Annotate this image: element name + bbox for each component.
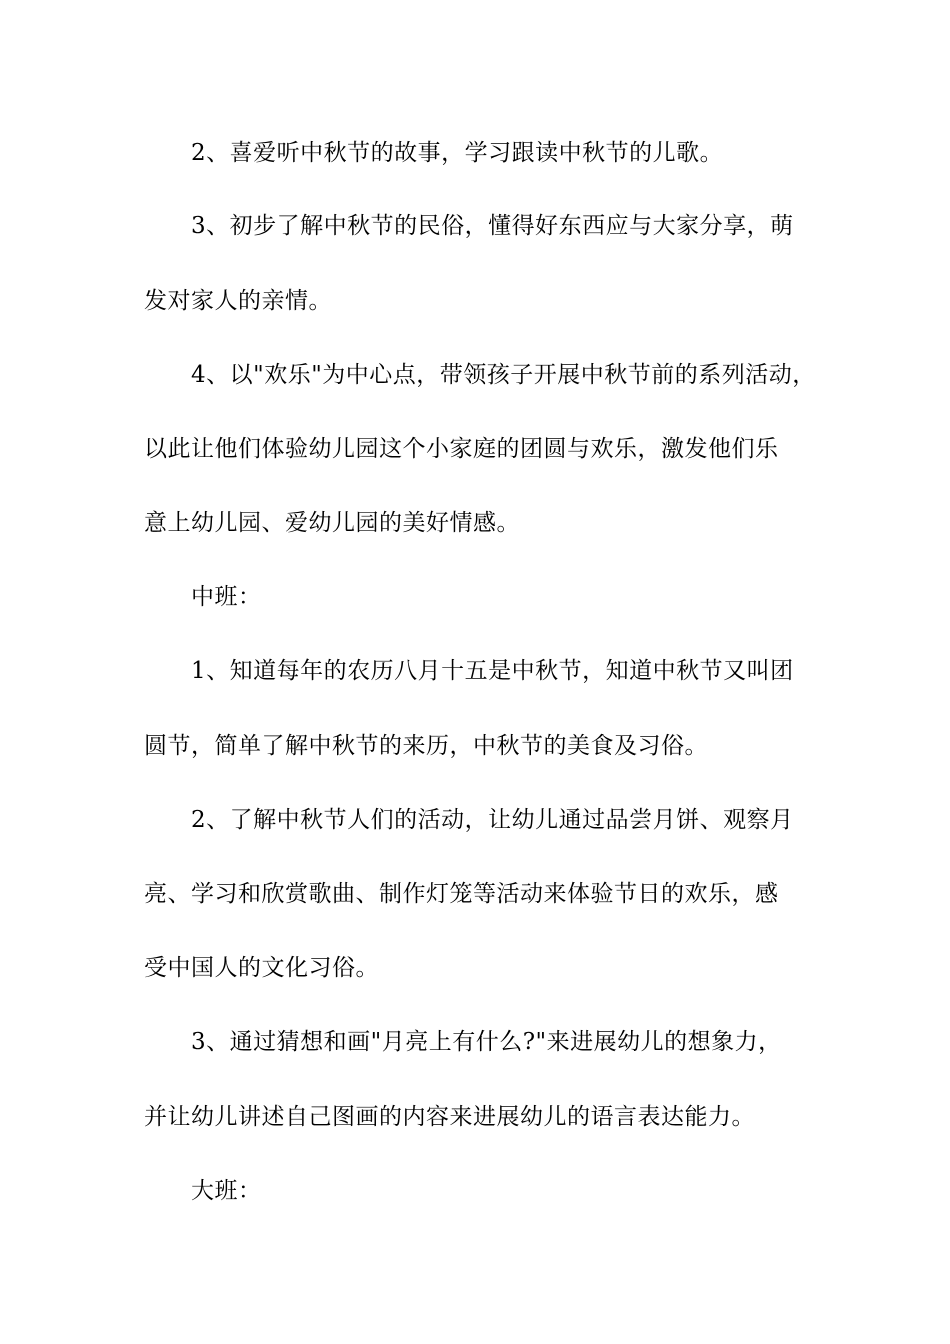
section-heading: 中班： — [191, 584, 262, 610]
paragraph-line: 以此让他们体验幼儿园这个小家庭的团圆与欢乐，激发他们乐 — [144, 436, 779, 462]
paragraph-line: 3、初步了解中秋节的民俗，懂得好东西应与大家分享，萌 — [191, 213, 794, 239]
paragraph-line: 亮、学习和欣赏歌曲、制作灯笼等活动来体验节日的欢乐，感 — [144, 881, 779, 907]
paragraph-line: 圆节，简单了解中秋节的来历，中秋节的美食及习俗。 — [144, 733, 708, 759]
paragraph-line: 4、以"欢乐"为中心点，带领孩子开展中秋节前的系列活动， — [191, 362, 816, 388]
section-heading: 大班： — [191, 1178, 262, 1204]
paragraph-line: 意上幼儿园、爱幼儿园的美好情感。 — [144, 510, 520, 536]
paragraph-line: 并让幼儿讲述自己图画的内容来进展幼儿的语言表达能力。 — [144, 1104, 755, 1130]
paragraph-line: 受中国人的文化习俗。 — [144, 955, 379, 981]
paragraph-line: 1、知道每年的农历八月十五是中秋节，知道中秋节又叫团 — [191, 658, 794, 684]
paragraph-line: 发对家人的亲情。 — [144, 288, 332, 314]
paragraph-line: 2、喜爱听中秋节的故事，学习跟读中秋节的儿歌。 — [191, 140, 724, 166]
paragraph-line: 3、通过猜想和画"月亮上有什么?"来进展幼儿的想象力， — [191, 1029, 782, 1055]
paragraph-line: 2、了解中秋节人们的活动，让幼儿通过品尝月饼、观察月 — [191, 807, 794, 833]
